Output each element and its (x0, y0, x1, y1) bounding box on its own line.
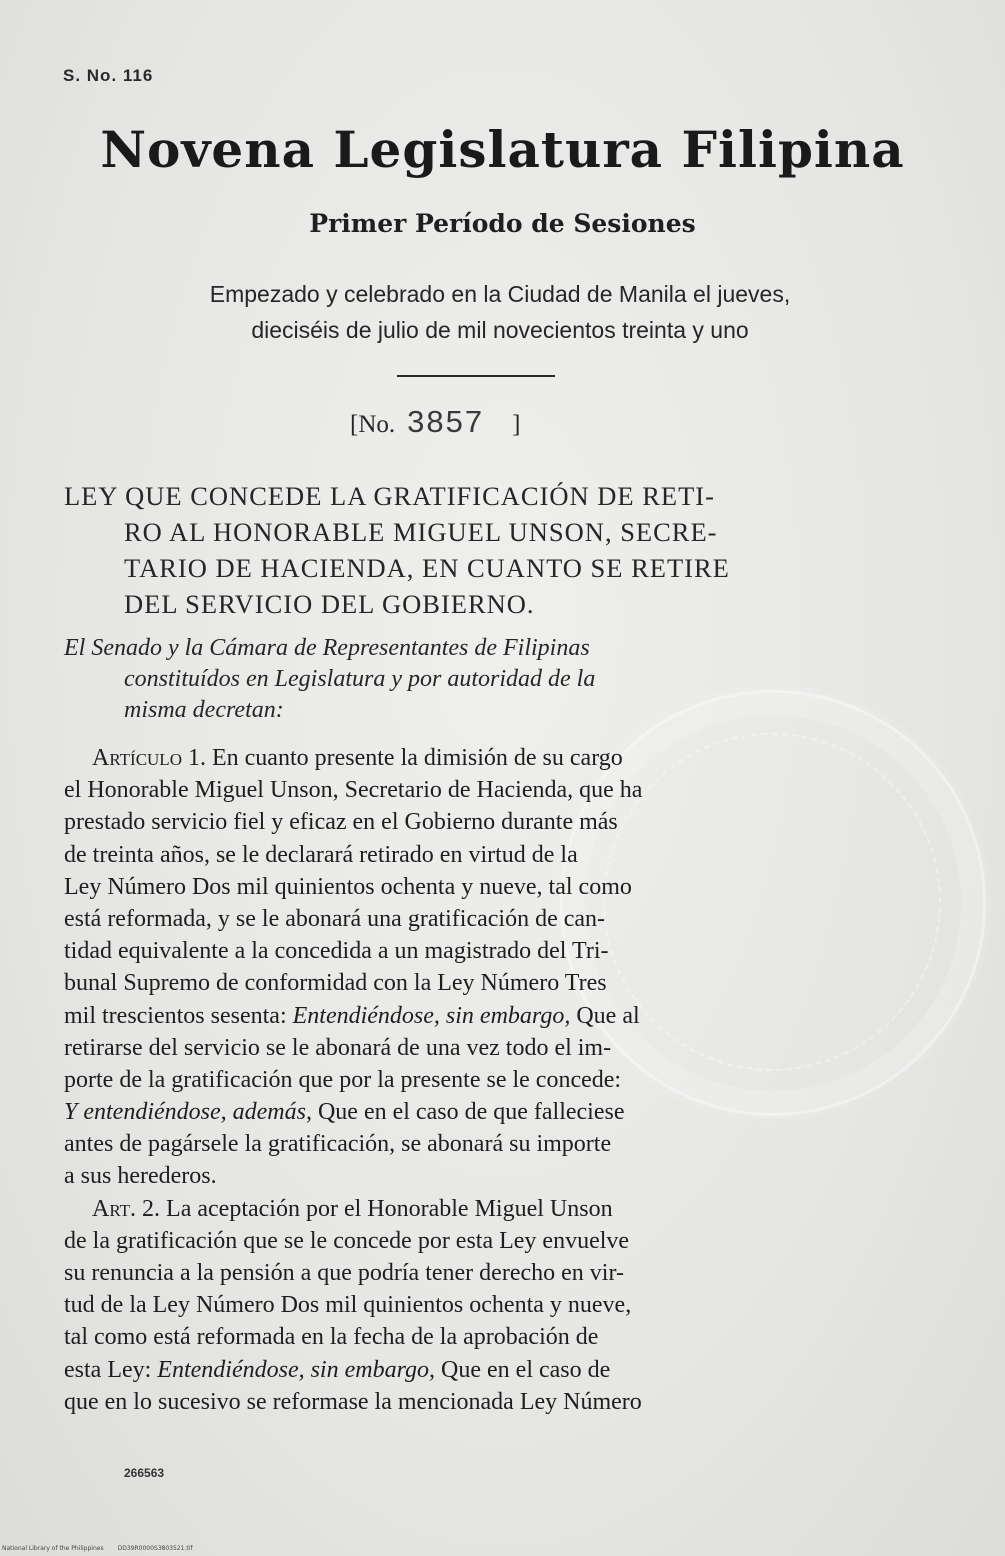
enacting-line: El Senado y la Cámara de Representantes de Filipinas (64, 635, 590, 661)
body-text: En cuanto presente la dimisión de su cargo (211, 745, 623, 771)
body-text: Que al (570, 1002, 640, 1029)
session-intro (60, 276, 940, 348)
body-line: que en lo sucesivo se reformase la mencionada Ley Número (64, 1388, 642, 1415)
print-code: 266563 (124, 1466, 165, 1480)
body-line: de treinta años, se le declarará retirado en virtud de la (64, 841, 578, 868)
bill-number-value: 3857 (407, 404, 485, 439)
law-title-line: RO AL HONORABLE MIGUEL UNSON, SECRE- (124, 517, 718, 547)
proviso-italic: Entendiéndose, sin embargo, (157, 1356, 436, 1383)
session-subtitle: Primer Período de Sesiones (309, 209, 696, 238)
body-line: prestado servicio fiel y eficaz en el Gobierno durante más (64, 809, 618, 836)
body-line: antes de pagársele la gratificación, se abonará su importe (64, 1131, 612, 1158)
body-line (64, 1000, 894, 1032)
proviso-italic: Entendiéndose, sin embargo, (292, 1002, 571, 1029)
body-line: su renuncia a la pensión a que podría tener derecho en vir- (64, 1260, 624, 1286)
body-line: tidad equivalente a la concedida a un magistrado del Tri- (64, 938, 609, 965)
body-line: de la gratificación que se le concede por esta Ley envuelve (64, 1227, 630, 1254)
body-line: a sus herederos. (64, 1163, 217, 1190)
bill-prefix: [No. (350, 411, 396, 438)
bill-suffix: ] (512, 411, 521, 438)
body-line: tal como está reformada en la fecha de la aprobación de (64, 1324, 599, 1351)
proviso-italic: Y entendiéndose, además, (64, 1099, 312, 1126)
body-line: porte de la gratificación que por la presente se le concede: (64, 1066, 622, 1093)
law-title (64, 478, 924, 622)
law-title-line: TARIO DE HACIENDA, EN CUANTO SE RETIRE (124, 553, 730, 583)
enacting-line: constituídos en Legislatura y por autoridad de la (124, 666, 596, 692)
divider-rule (397, 375, 555, 377)
body-line (64, 1096, 894, 1128)
serial-number: S. No. 116 (63, 66, 154, 85)
footer-library: National Library of the Philippines (2, 1545, 104, 1552)
body-line: el Honorable Miguel Unson, Secretario de Hacienda, que ha (64, 777, 643, 804)
body-text: La aceptación por el Honorable Miguel Unson (166, 1195, 613, 1222)
intro-line: Empezado y celebrado en la Ciudad de Manila el jueves, (209, 281, 791, 307)
legislature-title: Novena Legislatura Filipina (100, 120, 905, 179)
enacting-line: misma decretan: (124, 697, 284, 723)
intro-line: dieciséis de julio de mil novecientos treinta y uno (251, 317, 749, 343)
law-title-line: LEY QUE CONCEDE LA GRATIFICACIÓN DE RETI- (64, 481, 715, 511)
body-text: Que en el caso de que falleciese (311, 1099, 625, 1126)
body-text: mil trescientos sesenta: (64, 1002, 293, 1029)
body-line: Ley Número Dos mil quinientos ochenta y nueve, tal como (64, 873, 632, 900)
scan-footer (2, 1545, 206, 1552)
article-1-first-line (64, 742, 894, 774)
body-text: esta Ley: (64, 1356, 158, 1383)
law-title-line: DEL SERVICIO DEL GOBIERNO. (124, 589, 535, 619)
body-line: retirarse del servicio se le abonará de una vez todo el im- (64, 1034, 612, 1061)
body-text: Que en el caso de (435, 1356, 611, 1383)
enacting-clause (64, 633, 924, 726)
law-body (64, 742, 894, 1418)
body-line: bunal Supremo de conformidad con la Ley Número Tres (64, 970, 607, 997)
body-line: tud de la Ley Número Dos mil quinientos ochenta y nueve, (64, 1292, 632, 1319)
article-2-first-line (64, 1193, 894, 1225)
body-line: está reformada, y se le abonará una gratificación de can- (64, 905, 606, 932)
body-line (64, 1354, 894, 1386)
footer-file: DD39R0000S3803521.tif (117, 1545, 193, 1552)
article-2-label: Art. 2. (92, 1195, 161, 1222)
article-1-label: Artículo 1. (92, 745, 206, 771)
bill-number (350, 404, 520, 440)
